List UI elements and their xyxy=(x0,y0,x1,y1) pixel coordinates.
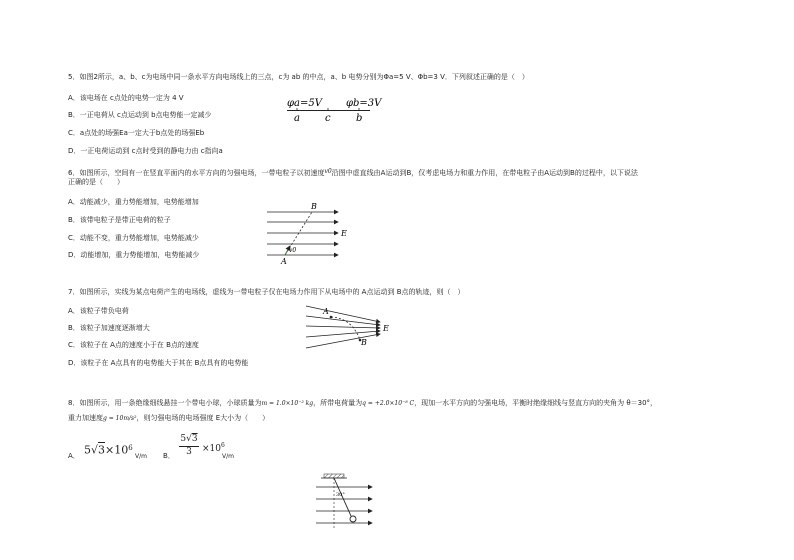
q7-option-d: D．该粒子在 A点具有的电势能大于其在 B点具有的电势能 xyxy=(68,359,249,367)
q8-option-b-numerator: 5√3 xyxy=(180,434,198,444)
q8-charge: q = +2.0×10⁻⁸ C xyxy=(362,400,415,407)
q5-phi-a-label: φa=5V xyxy=(287,98,322,109)
q5-option-b: B．一正电荷从 c点运动到 b点电势能一定减少 xyxy=(68,111,212,119)
q8-charged-ball xyxy=(350,516,356,522)
q6-option-a: A．动能减少，重力势能增加，电势能增加 xyxy=(68,198,199,206)
q5-phi-b-label: φb=3V xyxy=(346,98,382,109)
q8-angle-label: 30° xyxy=(336,492,345,498)
q6-label-e: E xyxy=(341,229,347,238)
q6-option-b: B．该带电粒子是带正电荷的粒子 xyxy=(68,216,171,224)
q7-option-a: A．该粒子带负电荷 xyxy=(68,307,129,315)
q6-option-c: C．动能不变，重力势能增加，电势能减少 xyxy=(68,234,199,242)
q5-option-a: A．该电场在 c点处的电势一定为 4 V xyxy=(68,94,184,102)
q7-option-b: B．该粒子加速度逐渐增大 xyxy=(68,324,150,332)
q7-label-e: E xyxy=(383,324,389,333)
q5-point-a: a xyxy=(294,113,300,124)
q6-option-d: D．动能增加，重力势能增加，电势能减少 xyxy=(68,251,200,259)
q5-option-c: C．a点处的场强Ea一定大于b点处的场强Eb xyxy=(68,129,205,137)
q8-option-a-value: $5√3\times 10^6$ xyxy=(84,443,133,457)
q6-stem-line1: 6．如图所示，空间有一在竖直平面内的水平方向的匀强电场，一带电粒子以初速度v0沿图中虚直线由A运动到B，仅考虑电场力和重力作用，在带电粒子由A运动到B的过程中，以下说法 xyxy=(68,168,638,177)
q8-option-a-unit: V/m xyxy=(135,453,147,460)
q6-label-b: B xyxy=(311,202,317,211)
q5-point-b: b xyxy=(356,113,363,124)
q6-v0-inline: v0 xyxy=(324,168,332,175)
q8-stem-line2: 重力加速度g = 10m/s²，则匀强电场的电场强度 E大小为（ ） xyxy=(68,414,270,422)
q8-option-b-label: B． xyxy=(163,452,175,460)
q6-label-v0: v0 xyxy=(289,247,297,254)
q7-label-a: A xyxy=(323,307,329,316)
q7-option-c: C．该粒子在 A点的速度小于在 B点的速度 xyxy=(68,341,199,349)
q5-stem: 5．如图2所示，a、b、c为电场中同一条水平方向电场线上的三点，c为 ab 的中点，a、b 电势分别为Φa=5 V、Φb=3 V．下列叙述正确的是（ ） xyxy=(68,73,529,81)
q5-point-c: c xyxy=(325,113,331,124)
q6-stem-line2: 正确的是（ ） xyxy=(68,178,124,186)
q8-stem-line1: 8．如图所示，用一条绝缘细线悬挂一个带电小球，小球质量为m = 1.0×10⁻² kg，所带电荷量为q = +2.0×10⁻⁸ C，现加一水平方向的匀强电场，平衡时绝缘细线与竖直方向的夹角为 θ＝30°， xyxy=(68,399,658,407)
q8-option-b-unit: V/m xyxy=(222,453,234,460)
q8-option-b-denominator: 3 xyxy=(186,447,192,457)
q8-gravity: g = 10m/s² xyxy=(103,415,137,422)
q8-ceiling xyxy=(324,474,344,478)
q7-label-b: B xyxy=(361,338,367,347)
q5-option-d: D．一正电荷运动到 c点时受到的静电力由 c指向a xyxy=(68,147,223,155)
q8-mass: m = 1.0×10⁻² kg xyxy=(261,400,314,407)
q8-option-b-power: $\times 10^6$ xyxy=(202,442,225,454)
q8-option-a-label: A． xyxy=(68,452,80,460)
q6-label-a: A xyxy=(281,257,287,266)
q7-stem: 7．如图所示，实线为某点电荷产生的电场线，虚线为一带电粒子仅在电场力作用下从电场中的 A点运动到 B点的轨迹，则（ ） xyxy=(68,288,465,296)
